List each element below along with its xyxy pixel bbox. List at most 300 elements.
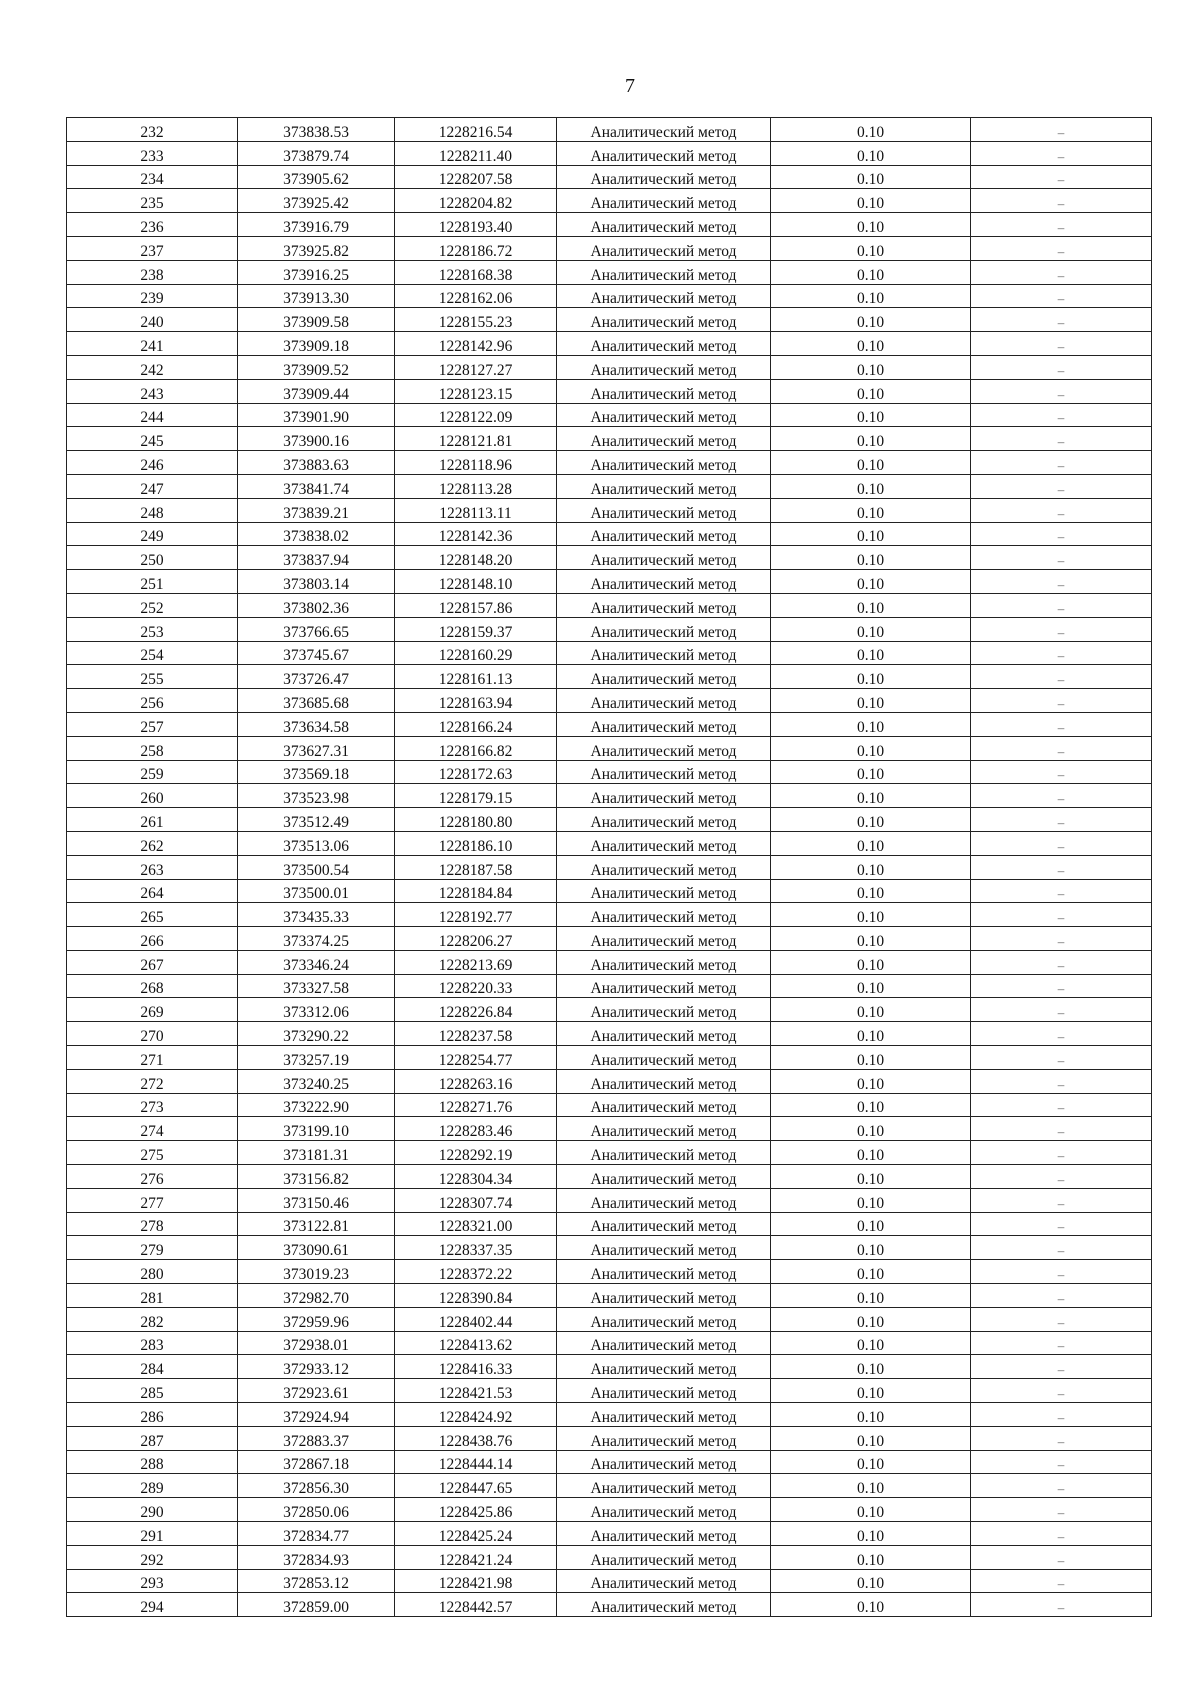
- accuracy-cell: 0.10: [771, 736, 971, 760]
- y-coordinate-cell: 1228113.11: [395, 498, 557, 522]
- x-coordinate-cell: 373513.06: [238, 831, 395, 855]
- accuracy-cell: 0.10: [771, 1569, 971, 1593]
- y-coordinate-cell: 1228192.77: [395, 903, 557, 927]
- x-coordinate-cell: 372883.37: [238, 1426, 395, 1450]
- note-cell: –: [971, 1284, 1152, 1308]
- accuracy-cell: 0.10: [771, 1022, 971, 1046]
- point-number-cell: 241: [67, 332, 238, 356]
- point-number-cell: 243: [67, 379, 238, 403]
- note-cell: –: [971, 1426, 1152, 1450]
- accuracy-cell: 0.10: [771, 1307, 971, 1331]
- table-row: [67, 1022, 1152, 1046]
- table-row: [67, 1498, 1152, 1522]
- note-cell: –: [971, 546, 1152, 570]
- method-cell: Аналитический метод: [557, 831, 771, 855]
- method-cell: Аналитический метод: [557, 1188, 771, 1212]
- accuracy-cell: 0.10: [771, 784, 971, 808]
- x-coordinate-cell: 373913.30: [238, 284, 395, 308]
- accuracy-cell: 0.10: [771, 831, 971, 855]
- y-coordinate-cell: 1228142.36: [395, 522, 557, 546]
- table-row: [67, 213, 1152, 237]
- accuracy-cell: 0.10: [771, 236, 971, 260]
- point-number-cell: 266: [67, 927, 238, 951]
- table-row: [67, 641, 1152, 665]
- accuracy-cell: 0.10: [771, 950, 971, 974]
- table-row: [67, 1117, 1152, 1141]
- note-cell: –: [971, 903, 1152, 927]
- accuracy-cell: 0.10: [771, 1355, 971, 1379]
- method-cell: Аналитический метод: [557, 1498, 771, 1522]
- point-number-cell: 263: [67, 855, 238, 879]
- point-number-cell: 251: [67, 570, 238, 594]
- y-coordinate-cell: 1228123.15: [395, 379, 557, 403]
- y-coordinate-cell: 1228213.69: [395, 950, 557, 974]
- accuracy-cell: 0.10: [771, 617, 971, 641]
- y-coordinate-cell: 1228216.54: [395, 118, 557, 142]
- point-number-cell: 240: [67, 308, 238, 332]
- accuracy-cell: 0.10: [771, 498, 971, 522]
- table-row: [67, 974, 1152, 998]
- y-coordinate-cell: 1228166.24: [395, 712, 557, 736]
- point-number-cell: 289: [67, 1474, 238, 1498]
- accuracy-cell: 0.10: [771, 974, 971, 998]
- x-coordinate-cell: 373838.53: [238, 118, 395, 142]
- x-coordinate-cell: 373290.22: [238, 1022, 395, 1046]
- y-coordinate-cell: 1228207.58: [395, 165, 557, 189]
- x-coordinate-cell: 373925.42: [238, 189, 395, 213]
- point-number-cell: 234: [67, 165, 238, 189]
- method-cell: Аналитический метод: [557, 284, 771, 308]
- point-number-cell: 253: [67, 617, 238, 641]
- y-coordinate-cell: 1228226.84: [395, 998, 557, 1022]
- table-row: [67, 355, 1152, 379]
- point-number-cell: 292: [67, 1545, 238, 1569]
- y-coordinate-cell: 1228304.34: [395, 1165, 557, 1189]
- x-coordinate-cell: 373909.58: [238, 308, 395, 332]
- table-row: [67, 1141, 1152, 1165]
- method-cell: Аналитический метод: [557, 570, 771, 594]
- method-cell: Аналитический метод: [557, 427, 771, 451]
- method-cell: Аналитический метод: [557, 1046, 771, 1070]
- y-coordinate-cell: 1228155.23: [395, 308, 557, 332]
- x-coordinate-cell: 372982.70: [238, 1284, 395, 1308]
- method-cell: Аналитический метод: [557, 1141, 771, 1165]
- y-coordinate-cell: 1228372.22: [395, 1260, 557, 1284]
- table-row: [67, 927, 1152, 951]
- method-cell: Аналитический метод: [557, 879, 771, 903]
- note-cell: –: [971, 808, 1152, 832]
- note-cell: –: [971, 1260, 1152, 1284]
- table-row: [67, 1545, 1152, 1569]
- note-cell: –: [971, 998, 1152, 1022]
- table-row: [67, 1522, 1152, 1546]
- accuracy-cell: 0.10: [771, 665, 971, 689]
- y-coordinate-cell: 1228122.09: [395, 403, 557, 427]
- note-cell: –: [971, 1117, 1152, 1141]
- note-cell: –: [971, 1188, 1152, 1212]
- x-coordinate-cell: 373222.90: [238, 1093, 395, 1117]
- table-row: [67, 451, 1152, 475]
- point-number-cell: 244: [67, 403, 238, 427]
- point-number-cell: 238: [67, 260, 238, 284]
- y-coordinate-cell: 1228271.76: [395, 1093, 557, 1117]
- table-row: [67, 1593, 1152, 1617]
- method-cell: Аналитический метод: [557, 236, 771, 260]
- accuracy-cell: 0.10: [771, 998, 971, 1022]
- point-number-cell: 256: [67, 689, 238, 713]
- y-coordinate-cell: 1228416.33: [395, 1355, 557, 1379]
- point-number-cell: 245: [67, 427, 238, 451]
- y-coordinate-cell: 1228421.24: [395, 1545, 557, 1569]
- accuracy-cell: 0.10: [771, 165, 971, 189]
- x-coordinate-cell: 373512.49: [238, 808, 395, 832]
- note-cell: –: [971, 1022, 1152, 1046]
- accuracy-cell: 0.10: [771, 1212, 971, 1236]
- point-number-cell: 268: [67, 974, 238, 998]
- table-row: [67, 1260, 1152, 1284]
- accuracy-cell: 0.10: [771, 1498, 971, 1522]
- method-cell: Аналитический метод: [557, 1403, 771, 1427]
- y-coordinate-cell: 1228220.33: [395, 974, 557, 998]
- accuracy-cell: 0.10: [771, 1331, 971, 1355]
- accuracy-cell: 0.10: [771, 1117, 971, 1141]
- accuracy-cell: 0.10: [771, 1593, 971, 1617]
- x-coordinate-cell: 373883.63: [238, 451, 395, 475]
- table-row: [67, 950, 1152, 974]
- note-cell: –: [971, 974, 1152, 998]
- y-coordinate-cell: 1228237.58: [395, 1022, 557, 1046]
- method-cell: Аналитический метод: [557, 617, 771, 641]
- table-row: [67, 736, 1152, 760]
- x-coordinate-cell: 372856.30: [238, 1474, 395, 1498]
- note-cell: –: [971, 1331, 1152, 1355]
- x-coordinate-cell: 373837.94: [238, 546, 395, 570]
- method-cell: Аналитический метод: [557, 736, 771, 760]
- table-row: [67, 379, 1152, 403]
- accuracy-cell: 0.10: [771, 1403, 971, 1427]
- table-row: [67, 1165, 1152, 1189]
- note-cell: –: [971, 736, 1152, 760]
- x-coordinate-cell: 373879.74: [238, 141, 395, 165]
- table-row: [67, 617, 1152, 641]
- table-row: [67, 1069, 1152, 1093]
- note-cell: –: [971, 593, 1152, 617]
- x-coordinate-cell: 372850.06: [238, 1498, 395, 1522]
- table-row: [67, 522, 1152, 546]
- note-cell: –: [971, 474, 1152, 498]
- x-coordinate-cell: 373909.18: [238, 332, 395, 356]
- x-coordinate-cell: 372834.93: [238, 1545, 395, 1569]
- x-coordinate-cell: 372959.96: [238, 1307, 395, 1331]
- point-number-cell: 270: [67, 1022, 238, 1046]
- table-row: [67, 570, 1152, 594]
- coordinates-table-body: [67, 118, 1152, 1617]
- point-number-cell: 290: [67, 1498, 238, 1522]
- table-row: [67, 712, 1152, 736]
- accuracy-cell: 0.10: [771, 355, 971, 379]
- method-cell: Аналитический метод: [557, 1522, 771, 1546]
- note-cell: –: [971, 332, 1152, 356]
- table-row: [67, 808, 1152, 832]
- point-number-cell: 274: [67, 1117, 238, 1141]
- y-coordinate-cell: 1228172.63: [395, 760, 557, 784]
- note-cell: –: [971, 213, 1152, 237]
- point-number-cell: 293: [67, 1569, 238, 1593]
- y-coordinate-cell: 1228193.40: [395, 213, 557, 237]
- note-cell: –: [971, 284, 1152, 308]
- method-cell: Аналитический метод: [557, 927, 771, 951]
- y-coordinate-cell: 1228148.20: [395, 546, 557, 570]
- method-cell: Аналитический метод: [557, 689, 771, 713]
- method-cell: Аналитический метод: [557, 1212, 771, 1236]
- y-coordinate-cell: 1228425.86: [395, 1498, 557, 1522]
- accuracy-cell: 0.10: [771, 213, 971, 237]
- point-number-cell: 265: [67, 903, 238, 927]
- accuracy-cell: 0.10: [771, 1379, 971, 1403]
- accuracy-cell: 0.10: [771, 118, 971, 142]
- y-coordinate-cell: 1228166.82: [395, 736, 557, 760]
- x-coordinate-cell: 373346.24: [238, 950, 395, 974]
- accuracy-cell: 0.10: [771, 808, 971, 832]
- x-coordinate-cell: 373257.19: [238, 1046, 395, 1070]
- x-coordinate-cell: 373745.67: [238, 641, 395, 665]
- table-row: [67, 260, 1152, 284]
- method-cell: Аналитический метод: [557, 784, 771, 808]
- accuracy-cell: 0.10: [771, 927, 971, 951]
- point-number-cell: 246: [67, 451, 238, 475]
- note-cell: –: [971, 879, 1152, 903]
- note-cell: –: [971, 570, 1152, 594]
- y-coordinate-cell: 1228425.24: [395, 1522, 557, 1546]
- point-number-cell: 247: [67, 474, 238, 498]
- table-row: [67, 284, 1152, 308]
- x-coordinate-cell: 373181.31: [238, 1141, 395, 1165]
- point-number-cell: 232: [67, 118, 238, 142]
- accuracy-cell: 0.10: [771, 1522, 971, 1546]
- note-cell: –: [971, 379, 1152, 403]
- x-coordinate-cell: 372938.01: [238, 1331, 395, 1355]
- x-coordinate-cell: 373766.65: [238, 617, 395, 641]
- accuracy-cell: 0.10: [771, 1069, 971, 1093]
- x-coordinate-cell: 373839.21: [238, 498, 395, 522]
- accuracy-cell: 0.10: [771, 1141, 971, 1165]
- method-cell: Аналитический метод: [557, 998, 771, 1022]
- method-cell: Аналитический метод: [557, 1307, 771, 1331]
- accuracy-cell: 0.10: [771, 1474, 971, 1498]
- method-cell: Аналитический метод: [557, 808, 771, 832]
- point-number-cell: 267: [67, 950, 238, 974]
- accuracy-cell: 0.10: [771, 1165, 971, 1189]
- method-cell: Аналитический метод: [557, 141, 771, 165]
- table-row: [67, 855, 1152, 879]
- method-cell: Аналитический метод: [557, 213, 771, 237]
- accuracy-cell: 0.10: [771, 879, 971, 903]
- table-row: [67, 1331, 1152, 1355]
- x-coordinate-cell: 373327.58: [238, 974, 395, 998]
- x-coordinate-cell: 373500.01: [238, 879, 395, 903]
- x-coordinate-cell: 373312.06: [238, 998, 395, 1022]
- point-number-cell: 233: [67, 141, 238, 165]
- point-number-cell: 271: [67, 1046, 238, 1070]
- accuracy-cell: 0.10: [771, 522, 971, 546]
- point-number-cell: 239: [67, 284, 238, 308]
- y-coordinate-cell: 1228444.14: [395, 1450, 557, 1474]
- accuracy-cell: 0.10: [771, 593, 971, 617]
- accuracy-cell: 0.10: [771, 712, 971, 736]
- y-coordinate-cell: 1228186.10: [395, 831, 557, 855]
- table-row: [67, 665, 1152, 689]
- note-cell: –: [971, 1046, 1152, 1070]
- y-coordinate-cell: 1228204.82: [395, 189, 557, 213]
- method-cell: Аналитический метод: [557, 332, 771, 356]
- table-row: [67, 546, 1152, 570]
- method-cell: Аналитический метод: [557, 1426, 771, 1450]
- note-cell: –: [971, 451, 1152, 475]
- method-cell: Аналитический метод: [557, 1450, 771, 1474]
- point-number-cell: 250: [67, 546, 238, 570]
- point-number-cell: 269: [67, 998, 238, 1022]
- y-coordinate-cell: 1228421.53: [395, 1379, 557, 1403]
- y-coordinate-cell: 1228390.84: [395, 1284, 557, 1308]
- note-cell: –: [971, 522, 1152, 546]
- note-cell: –: [971, 403, 1152, 427]
- accuracy-cell: 0.10: [771, 189, 971, 213]
- y-coordinate-cell: 1228447.65: [395, 1474, 557, 1498]
- method-cell: Аналитический метод: [557, 403, 771, 427]
- point-number-cell: 278: [67, 1212, 238, 1236]
- accuracy-cell: 0.10: [771, 474, 971, 498]
- point-number-cell: 235: [67, 189, 238, 213]
- accuracy-cell: 0.10: [771, 570, 971, 594]
- table-row: [67, 998, 1152, 1022]
- table-row: [67, 498, 1152, 522]
- y-coordinate-cell: 1228142.96: [395, 332, 557, 356]
- method-cell: Аналитический метод: [557, 712, 771, 736]
- x-coordinate-cell: 373838.02: [238, 522, 395, 546]
- y-coordinate-cell: 1228179.15: [395, 784, 557, 808]
- point-number-cell: 294: [67, 1593, 238, 1617]
- note-cell: –: [971, 260, 1152, 284]
- note-cell: –: [971, 1545, 1152, 1569]
- note-cell: –: [971, 855, 1152, 879]
- point-number-cell: 273: [67, 1093, 238, 1117]
- note-cell: –: [971, 1379, 1152, 1403]
- method-cell: Аналитический метод: [557, 355, 771, 379]
- method-cell: Аналитический метод: [557, 189, 771, 213]
- x-coordinate-cell: 373905.62: [238, 165, 395, 189]
- note-cell: –: [971, 689, 1152, 713]
- note-cell: –: [971, 784, 1152, 808]
- note-cell: –: [971, 1450, 1152, 1474]
- point-number-cell: 288: [67, 1450, 238, 1474]
- note-cell: –: [971, 950, 1152, 974]
- y-coordinate-cell: 1228113.28: [395, 474, 557, 498]
- table-row: [67, 474, 1152, 498]
- point-number-cell: 280: [67, 1260, 238, 1284]
- x-coordinate-cell: 373802.36: [238, 593, 395, 617]
- note-cell: –: [971, 641, 1152, 665]
- point-number-cell: 237: [67, 236, 238, 260]
- table-row: [67, 165, 1152, 189]
- accuracy-cell: 0.10: [771, 903, 971, 927]
- point-number-cell: 252: [67, 593, 238, 617]
- x-coordinate-cell: 372867.18: [238, 1450, 395, 1474]
- accuracy-cell: 0.10: [771, 141, 971, 165]
- point-number-cell: 264: [67, 879, 238, 903]
- accuracy-cell: 0.10: [771, 546, 971, 570]
- point-number-cell: 262: [67, 831, 238, 855]
- y-coordinate-cell: 1228161.13: [395, 665, 557, 689]
- method-cell: Аналитический метод: [557, 903, 771, 927]
- x-coordinate-cell: 373240.25: [238, 1069, 395, 1093]
- x-coordinate-cell: 373090.61: [238, 1236, 395, 1260]
- note-cell: –: [971, 617, 1152, 641]
- y-coordinate-cell: 1228180.80: [395, 808, 557, 832]
- x-coordinate-cell: 373500.54: [238, 855, 395, 879]
- table-row: [67, 1236, 1152, 1260]
- x-coordinate-cell: 373916.79: [238, 213, 395, 237]
- note-cell: –: [971, 308, 1152, 332]
- x-coordinate-cell: 372933.12: [238, 1355, 395, 1379]
- point-number-cell: 279: [67, 1236, 238, 1260]
- x-coordinate-cell: 373909.44: [238, 379, 395, 403]
- point-number-cell: 283: [67, 1331, 238, 1355]
- point-number-cell: 260: [67, 784, 238, 808]
- method-cell: Аналитический метод: [557, 1545, 771, 1569]
- table-row: [67, 332, 1152, 356]
- y-coordinate-cell: 1228292.19: [395, 1141, 557, 1165]
- method-cell: Аналитический метод: [557, 974, 771, 998]
- point-number-cell: 248: [67, 498, 238, 522]
- point-number-cell: 272: [67, 1069, 238, 1093]
- x-coordinate-cell: 372853.12: [238, 1569, 395, 1593]
- x-coordinate-cell: 373685.68: [238, 689, 395, 713]
- method-cell: Аналитический метод: [557, 1593, 771, 1617]
- table-row: [67, 308, 1152, 332]
- x-coordinate-cell: 373374.25: [238, 927, 395, 951]
- table-row: [67, 1284, 1152, 1308]
- point-number-cell: 286: [67, 1403, 238, 1427]
- method-cell: Аналитический метод: [557, 593, 771, 617]
- table-row: [67, 1355, 1152, 1379]
- y-coordinate-cell: 1228254.77: [395, 1046, 557, 1070]
- table-row: [67, 1093, 1152, 1117]
- table-row: [67, 1046, 1152, 1070]
- table-row: [67, 118, 1152, 142]
- method-cell: Аналитический метод: [557, 1474, 771, 1498]
- method-cell: Аналитический метод: [557, 260, 771, 284]
- note-cell: –: [971, 1307, 1152, 1331]
- y-coordinate-cell: 1228168.38: [395, 260, 557, 284]
- y-coordinate-cell: 1228184.84: [395, 879, 557, 903]
- method-cell: Аналитический метод: [557, 546, 771, 570]
- table-row: [67, 593, 1152, 617]
- accuracy-cell: 0.10: [771, 1093, 971, 1117]
- note-cell: –: [971, 1593, 1152, 1617]
- accuracy-cell: 0.10: [771, 451, 971, 475]
- y-coordinate-cell: 1228263.16: [395, 1069, 557, 1093]
- method-cell: Аналитический метод: [557, 451, 771, 475]
- accuracy-cell: 0.10: [771, 1046, 971, 1070]
- table-row: [67, 1426, 1152, 1450]
- method-cell: Аналитический метод: [557, 1331, 771, 1355]
- method-cell: Аналитический метод: [557, 474, 771, 498]
- table-row: [67, 1474, 1152, 1498]
- table-row: [67, 760, 1152, 784]
- y-coordinate-cell: 1228159.37: [395, 617, 557, 641]
- note-cell: –: [971, 1069, 1152, 1093]
- method-cell: Аналитический метод: [557, 1022, 771, 1046]
